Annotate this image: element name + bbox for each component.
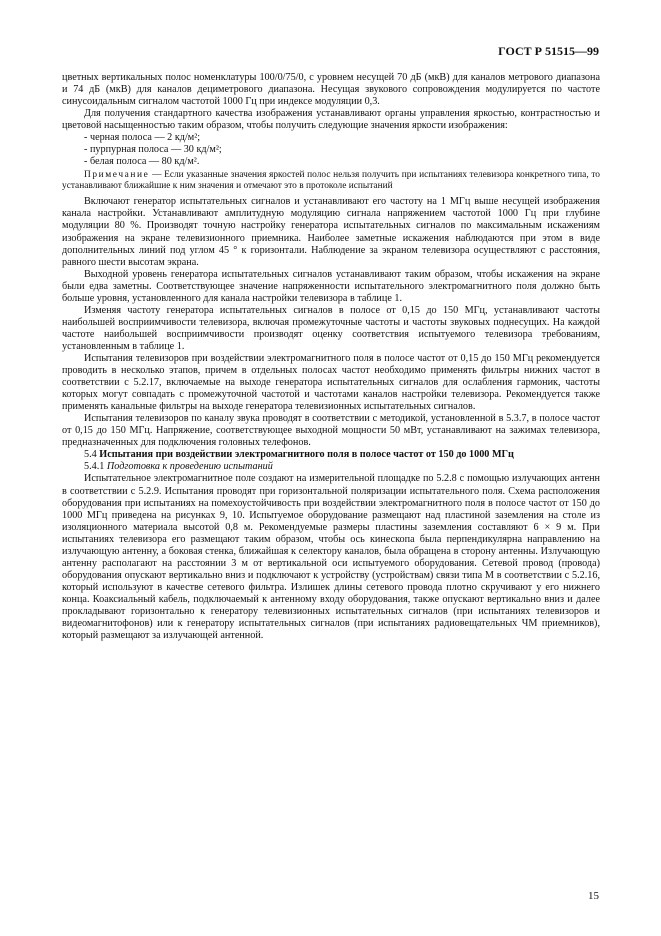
subsection-title: Подготовка к проведению испытаний	[106, 461, 273, 473]
note-text: — Если указанные значения яркостей полос нельзя получить при испытаниях телевизора конкретного типа, то устанавливают ближайшие к ним значения и отмечают это в протоколе испытаний	[62, 170, 600, 192]
subsection-number: 5.4.1	[84, 461, 105, 473]
section-title: Испытания при воздействии электромагнитного поля в полосе частот от 150 до 1000 МГц	[99, 449, 514, 461]
paragraph-5: Изменяя частоту генератора испытательных сигналов в полосе от 0,15 до 150 МГц, устанавливают частоты наибольшей восприимчивости телевизора, включая промежуточные частоты и частоты звуковых поднесущих. На каждой частоте наибольшей восприимчивости производят оценку соответствия испытуемого телевизора требованиям, установленным в таблице 1.	[62, 304, 600, 352]
section-heading	[62, 449, 600, 461]
note	[62, 170, 600, 192]
section-number: 5.4	[84, 449, 97, 461]
brightness-list	[62, 132, 600, 168]
list-item: - пурпурная полоса — 30 кд/м²;	[84, 144, 222, 156]
page-number: 15	[588, 890, 599, 902]
paragraph-4: Выходной уровень генератора испытательных сигналов устанавливают таким образом, чтобы искажения на экране были едва заметны. Соответствующее значение напряженности испытательного электромагнитного поля должно быть больше уровня, установленного для канала настройки телевизора в таблице 1.	[62, 268, 600, 304]
paragraph-7: Испытания телевизоров по каналу звука проводят в соответствии с методикой, установленной в 5.3.7, в полосе частот от 0,15 до 150 МГц. Напряжение, соответствующее выходной мощности 50 мВт, устанавливают на зажимах телевизора, предназначенных для подключения головных телефонов.	[62, 413, 600, 449]
paragraph-2: Для получения стандартного качества изображения устанавливают органы управления яркостью, контрастностью и цветовой насыщенностью таким образом, чтобы получить следующие значения яркости изображения:	[62, 108, 600, 132]
subsection-heading	[62, 461, 600, 473]
paragraph-3: Включают генератор испытательных сигналов и устанавливают его частоту на 1 МГц выше несущей изображения канала настройки. Устанавливают амплитудную модуляцию сигнала напряжением частотой 1000 Гц при глубине модуляции 80 %. Производят точную настройку генератора испытательных сигналов по максимальным искажениям изображения на экране телевизионного приемника. Наиболее заметные искажения наблюдаются при этом в виде дополнительных линий под углом 45 ° к горизонтали. Наблюдение за экраном телевизора осуществляют с расстояния, равного шести высотам экрана.	[62, 196, 600, 268]
list-item: - белая полоса — 80 кд/м².	[84, 156, 200, 168]
document-body	[62, 72, 600, 642]
paragraph-8: Испытательное электромагнитное поле создают на измерительной площадке по 5.2.8 с помощью излучающих антенн в соответствии с 5.2.9. Испытания проводят при горизонтальной поляризации испытательного поля. Схема расположения оборудования при испытаниях на помехоустойчивость при воздействии электромагнитного поля в полосе частот от 150 до 1000 МГц приведена на рисунках 9, 10. Испытуемое оборудование размещают над пластиной заземления на столе из изоляционного материала высотой 0,8 м. Рекомендуемые размеры пластины заземления составляют 6 × 9 м. При испытаниях телевизора его размещают таким образом, чтобы ось кинескопа была перпендикулярна направлению на излучающую антенну, а боковая стенка, ближайшая к селектору каналов, была обращена в сторону антенны. Излучающую антенну располагают на расстоянии 3 м от вертикальной оси испытуемого оборудования. Сетевой провод (провода) оборудования опускают вертикально вниз и подключают к устройству (устройствам) связи типа М в соответствии с 5.2.16, который используют в качестве сетевого фильтра. Излишек длины сетевого провода плотно скручивают у его нижнего конца. Коаксиальный кабель, подключаемый к антенному входу оборудования, также опускают вертикально вниз и далее прокладывают горизонтально к генератору телевизионных испытательных сигналов (при испытаниях телевизоров и видеомагнитофонов) или к генератору испытательных сигналов (при испытаниях радиовещательных ЧМ приемников), который размещают за излучающей антенной.	[62, 473, 600, 642]
document-header: ГОСТ Р 51515—99	[498, 44, 599, 58]
paragraph-1: цветных вертикальных полос номенклатуры 100/0/75/0, с уровнем несущей 70 дБ (мкВ) для каналов метрового диапазона и 74 дБ (мкВ) для каналов дециметрового диапазона. Несущая звукового сопровождения модулируется по частоте синусоидальным сигналом частотой 1000 Гц при индексе модуляции 0,3.	[62, 72, 600, 108]
list-item: - черная полоса — 2 кд/м²;	[84, 132, 201, 144]
note-label: Примечание	[84, 170, 150, 181]
paragraph-6: Испытания телевизоров при воздействии электромагнитного поля в полосе частот от 0,15 до 150 МГц рекомендуется проводить в несколько этапов, причем в отдельных полосах частот необходимо применять фильтры нижних частот в соответствии с 5.2.17, включаемые на выходе генератора испытательных сигналов для ослабления гармоник, частоты которых могут совпадать с промежуточной частотой и частотами каналов настройки телевизора. Рекомендуется также применять канальные фильтры на выходе генератора телевизионных испытательных сигналов.	[62, 352, 600, 413]
